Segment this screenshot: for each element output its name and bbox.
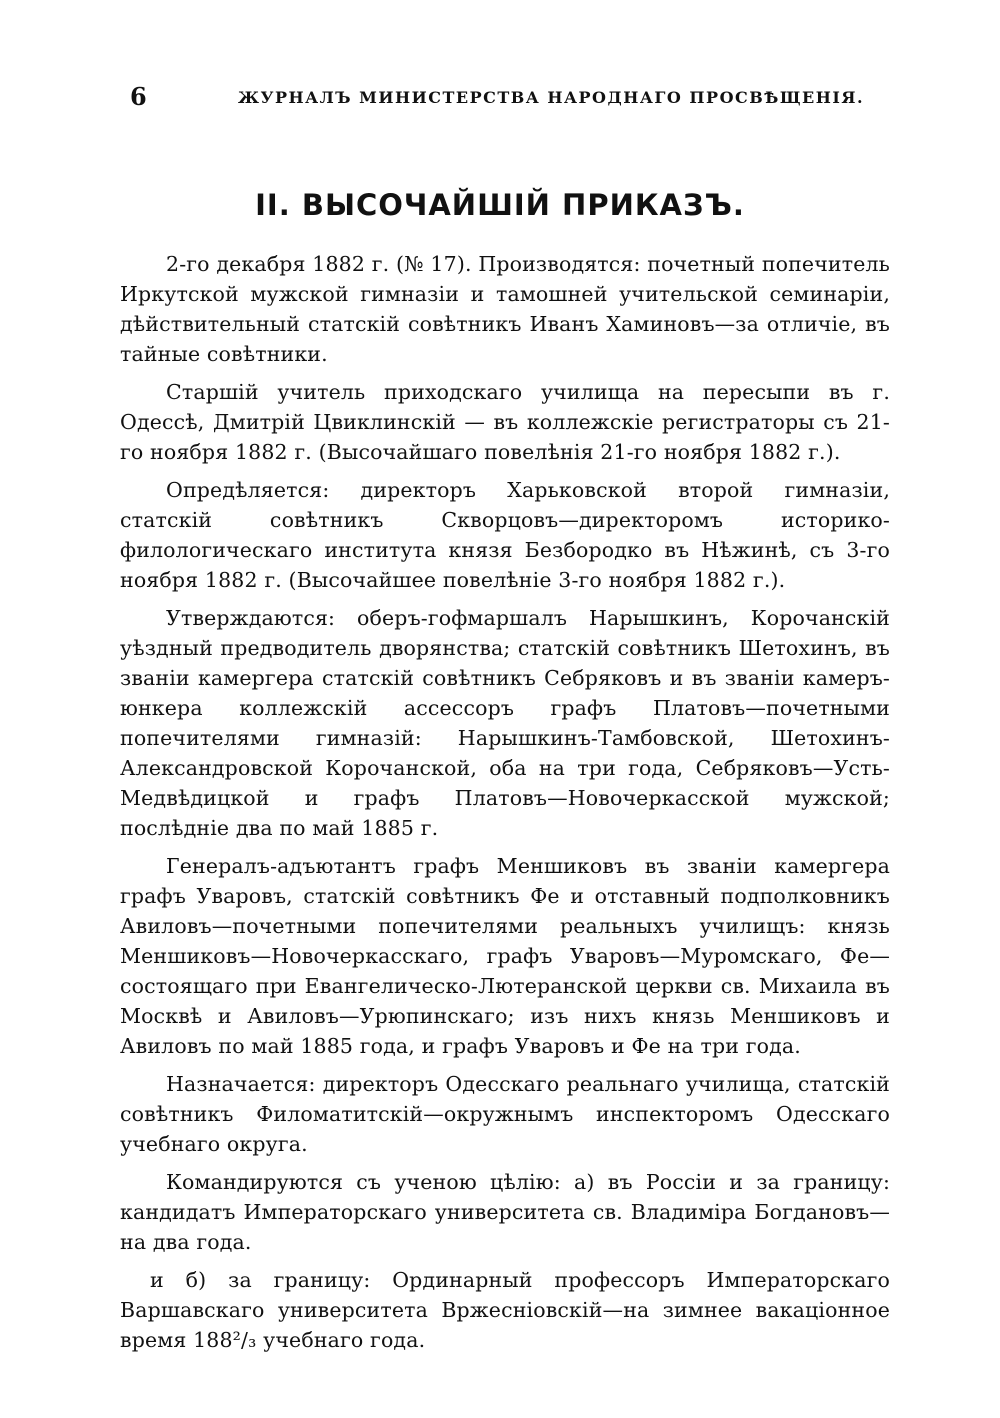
paragraph-scholarly-mission-a: Командируются съ ученою цѣлію: а) въ Россіи и за границу: кандидатъ Императорскаго университета св. Владиміра Богдановъ—на два года. [120,1170,890,1254]
paragraph-confirmations-real-schools: Генералъ-адъютантъ графъ Меншиковъ въ званіи камергера графъ Уваровъ, статскій совѣтникъ Фе и отставный подполковникъ Авиловъ—почетными попечителями реальныхъ училищъ: князь Меншиковъ—Новочеркасскаго, графъ Уваровъ—Муромскаго, Фе—состоящаго при Евангелическо-Лютеранской церкви св. Михаила въ Москвѣ и Авиловъ—Урюпинскаго; изъ нихъ князь Меншиковъ и Авиловъ по май 1885 года, и графъ Уваровъ и Фе на три года. [120,854,890,1058]
page-number: 6 [130,82,147,111]
paragraph-scholarly-mission-b: и б) за границу: Ординарный профессоръ Императорскаго Варшавскаго университета Вржесніовскій—на зимнее вакаціонное время 188²/₃ учебнаго года. [120,1268,890,1352]
section-title: II. ВЫСОЧАЙШІЙ ПРИКАЗЪ. [255,188,745,222]
running-title: ЖУРНАЛЪ МИНИСТЕРСТВА НАРОДНАГО ПРОСВѢЩЕНІЯ. [238,88,865,107]
paragraph-promotion: 2-го декабря 1882 г. (№ 17). Производятся: почетный попечитель Иркутской мужской гимназіи и тамошней учительской семинаріи, дѣйствительный статскій совѣтникъ Иванъ Хаминовъ—за отличіе, въ тайные совѣтники. [120,252,890,366]
paragraph-inspector-appointment: Назначается: директоръ Одесскаго реальнаго училища, статскій совѣтникъ Филоматитскій—окружнымъ инспекторомъ Одесскаго учебнаго округа. [120,1072,890,1156]
paragraph-registrar: Старшій учитель приходскаго училища на пересыпи въ г. Одессѣ, Дмитрій Цвиклинскій — въ коллежскіе регистраторы съ 21-го ноября 1882 г. (Высочайшаго повелѣнія 21-го ноября 1882 г.). [120,380,890,464]
paragraph-confirmations-gymnasiums: Утверждаются: оберъ-гофмаршалъ Нарышкинъ, Корочанскій уѣздный предводитель дворянства; статскій совѣтникъ Шетохинъ, въ званіи камергера статскій совѣтникъ Себряковъ и въ званіи камеръ-юнкера коллежскій ассессоръ графъ Платовъ—почетными попечителями гимназій: Нарышкинъ-Тамбовской, Шетохинъ-Александровской Корочанской, оба на три года, Себряковъ—Усть-Медвѣдицкой и графъ Платовъ—Новочеркасской мужской; послѣдніе два по май 1885 г. [120,606,890,840]
page-header [120,82,890,116]
paragraph-appointment-director: Опредѣляется: директоръ Харьковской второй гимназіи, статскій совѣтникъ Скворцовъ—директоромъ историко-филологическаго института князя Безбородко въ Нѣжинѣ, съ 3-го ноября 1882 г. (Высочайшее повелѣніе 3-го ноября 1882 г.). [120,478,890,592]
document-body [120,249,890,1363]
